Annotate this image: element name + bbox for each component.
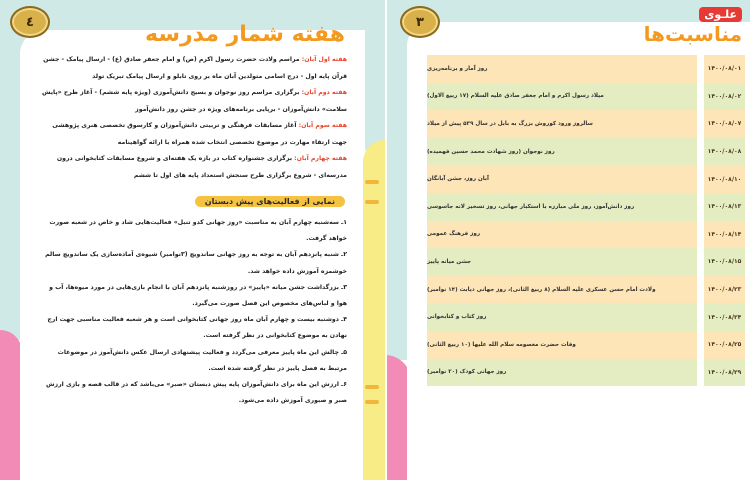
decorative-stripe	[365, 385, 379, 389]
week-label: هفته سوم آبان:	[298, 122, 347, 129]
page-title: مناسبت‌ها	[643, 22, 742, 46]
activity-item: ۵ـ چالش این ماه پاییز معرفی می‌گردد و فعالیت پیشنهادی ارسال عکس دانش‌آموز در موضوعات مرتبط به فصل پاییز در نظر گرفته شده است.	[57, 348, 347, 372]
decorative-stripe	[365, 180, 379, 184]
decorative-stripe	[365, 400, 379, 404]
week-label: هفته دوم آبان:	[301, 89, 347, 96]
event-description: روز فرهنگ عمومی	[427, 221, 697, 249]
decorative-teal-edge	[365, 0, 385, 150]
weekly-schedule	[37, 52, 347, 184]
event-description: روز جهانی کودک (۲۰ نوامبر)	[427, 359, 697, 387]
activity-item: ۲ـ شنبه پانزدهم آبان به توجه به روز جهانی ساندویچ (۳نوامبر) شیوه‌ی آماده‌سازی یک ساندویچ سالم خوشمزه آموزش داده خواهد شد.	[45, 251, 347, 275]
event-row	[427, 55, 745, 83]
event-row	[427, 276, 745, 304]
event-date: ۱۴۰۰/۰۸/۲۵	[704, 331, 745, 359]
decorative-stripe	[365, 200, 379, 204]
week-item	[37, 118, 347, 151]
week-text: برگزاری جشنواره کتاب در بازه یک هفته‌ای و شروع مسابقات کتابخوانی درون مدرسه‌ای - شروع برگزاری طرح سنجش استعداد پایه های اول تا ششم	[56, 155, 347, 179]
week-label: هفته اول آبان:	[301, 56, 347, 63]
week-text: مراسم ولادت حضرت رسول اکرم (ص) و امام جعفر صادق (ع) - ارسال پیامک - جشن قرآن پایه اول - درج اسامی متولدین آبان ماه بر روی تابلو و ارسال پیامک تبریک تولد	[43, 56, 347, 80]
event-row	[427, 83, 745, 111]
event-description: روز نوجوان (روز شهادت محمد حسین فهمیده)	[427, 138, 697, 166]
week-text: برگزاری مراسم روز نوجوان و بسیج دانش‌آموزی (ویژه پایه ششم) - آغاز طرح «پایش سلامت» دانش‌آموزان - برپایی برنامه‌های ویژه در جشن روز دانش‌آموز	[41, 89, 347, 113]
event-row	[427, 248, 745, 276]
week-item	[37, 85, 347, 118]
event-date: ۱۴۰۰/۰۸/۲۴	[704, 303, 745, 331]
event-date: ۱۴۰۰/۰۸/۲۹	[704, 359, 745, 387]
page-title: هفته شمار مدرسه	[144, 22, 345, 47]
page-divider	[385, 0, 387, 480]
event-description: ولادت امام حسن عسکری علیه السلام (۸ ربیع الثانی)، روز جهانی دیابت (۱۴ نوامبر)	[427, 276, 697, 304]
decorative-pink-wave	[0, 330, 22, 480]
week-text: آغاز مسابقات فرهنگی و تربیتی دانش‌آموزان و کارسوق تخصصی هنری پژوهشی جهت ارتقاء مهارت در موضوع تخصصی انتخاب شده همراه با ارائه گواهینامه	[52, 122, 347, 146]
page-right	[385, 0, 750, 480]
event-row	[427, 138, 745, 166]
event-description: سالروز ورود کوروش بزرگ به بابل در سال ۵۳۹ پیش از میلاد	[427, 110, 697, 138]
activity-item: ۳ـ بزرگداشت جشن میانه «پاییز» در روزشنبه پانزدهم آبان با انجام بازی‌هایی در مورد میوه‌ها، آب و هوا و لباس‌های مخصوص این فصل صورت می‌گیرد.	[49, 283, 347, 308]
activity-item: ۶ـ ارزش این ماه برای دانش‌آموزان پایه پیش دبستان «صبر» می‌باشد که در قالب قصه و بازی ارزش صبر و صبوری آموزش داده می‌شود.	[46, 381, 347, 405]
event-row	[427, 303, 745, 331]
section-heading: نمایی از فعالیت‌های پیش دبستان	[195, 196, 345, 207]
week-item	[37, 52, 347, 85]
event-date: ۱۴۰۰/۰۸/۰۲	[704, 83, 745, 111]
event-date: ۱۴۰۰/۰۸/۱۳	[704, 193, 745, 221]
preschool-activities	[37, 215, 347, 409]
event-row	[427, 165, 745, 193]
event-date: ۱۴۰۰/۰۸/۱۵	[704, 248, 745, 276]
page-number-badge: ۳	[400, 6, 440, 38]
event-description: روز آمار و برنامه‌ریزی	[427, 55, 697, 83]
event-row	[427, 359, 745, 387]
activity-item: ۱ـ سه‌شنبه چهارم آبان به مناسبت «روز جهانی کدو تنبل» فعالیت‌هایی شاد و خاص در شعبه صورت خواهد گرفت.	[49, 219, 347, 243]
event-date: ۱۴۰۰/۰۸/۱۴	[704, 221, 745, 249]
event-description: جشن میانه پاییز	[427, 248, 697, 276]
event-row	[427, 331, 745, 359]
decorative-yellow-wave	[363, 140, 385, 480]
event-description: میلاد رسول اکرم و امام جعفر صادق علیه السلام (۱۷ ربیع الاول)	[427, 83, 697, 111]
event-description: آبان روز، جشن آبانگان	[427, 165, 697, 193]
week-item	[37, 151, 347, 184]
activity-item: ۴ـ دوشنبه بیست و چهارم آبان ماه روز جهانی کتابخوانی است و هر شعبه فعالیت مناسبی جهت ارج نهادن به موضوع کتابخوانی در نظر گرفته است.	[47, 316, 347, 340]
events-table	[427, 55, 745, 386]
week-label: هفته چهارم آبان:	[294, 155, 347, 162]
page-number-badge: ٤	[10, 6, 50, 38]
event-row	[427, 110, 745, 138]
event-description: وفات حضرت معصومه سلام الله علیها (۱۰ ربیع الثانی)	[427, 331, 697, 359]
event-row	[427, 221, 745, 249]
event-date: ۱۴۰۰/۰۸/۰۷	[704, 110, 745, 138]
event-row	[427, 193, 745, 221]
event-date: ۱۴۰۰/۰۸/۰۸	[704, 138, 745, 166]
event-description: روز کتاب و کتابخوانی	[427, 303, 697, 331]
brand-logo: علـوی	[699, 7, 742, 22]
event-date: ۱۴۰۰/۰۸/۲۳	[704, 276, 745, 304]
event-date: ۱۴۰۰/۰۸/۰۱	[704, 55, 745, 83]
event-date: ۱۴۰۰/۰۸/۱۰	[704, 165, 745, 193]
event-description: روز دانش‌آموز، روز ملی مبارزه با استکبار جهانی، روز تسخیر لانه جاسوسی	[427, 193, 697, 221]
